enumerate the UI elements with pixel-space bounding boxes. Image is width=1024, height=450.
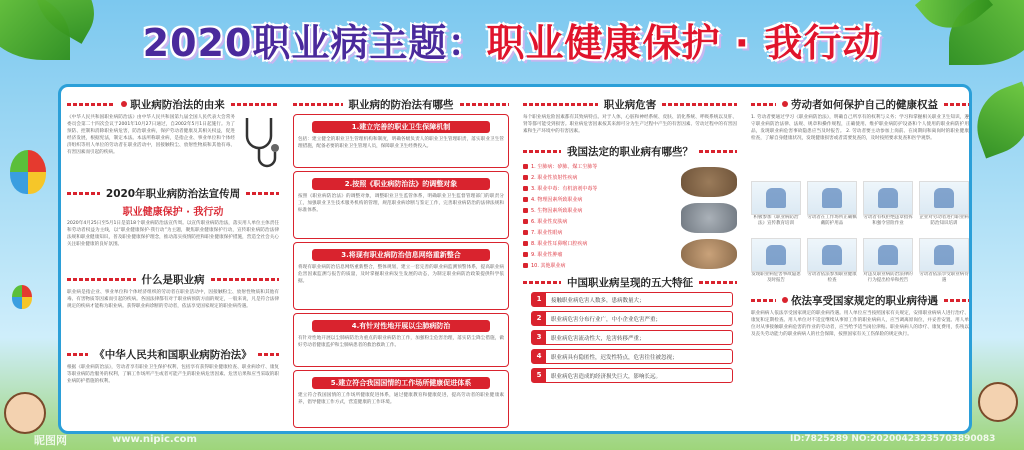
list-item: 6. 职业性皮肤病 [523,216,677,227]
paragraph: 职业病是指企业、事业单位和个体经济组织的劳动者在职业活动中，因接触粉尘、放射性物质和其他有毒、有害物质等因素而引起的疾病。各国法律都有对于职业病预防方面的规定，一般来说，凡是符合法律规定的疾病才能称为职业病。获得职业病诊断的劳动者，依法享受国家规定的职业病待遇。 [67,290,279,309]
worker-illustration-icon [807,181,857,215]
feature-item: 4 职业病具有隐匿性，迟发性特点，危害往往被忽视； [531,349,733,364]
method-box: 3.将现有职业病防治信息网络重新整合 将现有职业病防治信息网络重新整合，整体规划，建立一套完善的职业病监测预警体系，提高职业病危害因素监测与报告的质量，及时掌握职业病发生发展的动态，为制定职业病防治政策提供科学依据。 [293,242,509,310]
bullet-icon [523,263,528,268]
illustration-card: 企业对劳动者进行职业病防治知识培训 [919,181,969,234]
worker-illustration-icon [751,238,801,272]
bullet-icon [523,252,528,257]
list-item: 4. 物理因素所致职业病 [523,194,677,205]
paragraph: 根据《职业病防治法》，劳动者享有职业卫生保护权利，包括享有获得职业健康检查、职业病诊疗、康复等职业病防治服务的权利，了解工作场所产生或者可能产生的职业病危害因素、危害后果和应当采取的职业病防护措施的权利。 [67,365,279,384]
section-header: 《中华人民共和国职业病防治法》 [67,347,279,361]
worker-illustration-icon [807,238,857,272]
list-item: 1. 尘肺病：矽肺、煤工尘肺等 [523,161,677,172]
illustration-card: 劳动者有权拒绝违章指挥和强令冒险作业 [863,181,913,234]
bullet-icon [523,219,528,224]
balloon-icon [10,150,46,194]
bullet-icon [523,230,528,235]
watermark-url: www.nipic.com [112,434,197,445]
doctor-mascot-icon [978,382,1018,422]
watermark-logo: 昵图网 [34,434,67,447]
paragraph: 2020年4月25日至5月1日是第18个职业病防治法宣传周。以宣传职业病防治法，落实用人单位主体责任和劳动者权益为主线，以“职业健康保护·我行动”为主题，聚焦职业健康保护行动，宣传职业病防治法律法规和职业健康知识，普及职业健康保护理念，推动落实疫情防控和职业健康保护措施，营造全社会关心关注职业健康的良好氛围。 [67,221,279,247]
bullet-icon [523,197,528,202]
illustrations [681,161,737,271]
hand-icon [681,239,737,269]
stethoscope-icon [239,114,279,174]
feature-item: 1 接触职业病危害人数多，患病数量大； [531,292,733,307]
list-item: 10. 其他职业病 [523,260,677,271]
title-main: 职业病主题： [252,21,487,65]
balloon-icon [12,285,32,309]
list-item: 2. 职业性放射性疾病 [523,172,677,183]
page-title [0,12,1024,67]
bullet-icon [523,241,528,246]
bullet-icon [523,164,528,169]
feature-item: 2 职业病危害分布行业广，中小企业危害严重； [531,311,733,326]
section-header: 劳动者如何保护自己的健康权益 [751,97,969,111]
list-item: 5. 生物因素所致职业病 [523,205,677,216]
disease-list [523,161,677,271]
illustration-card: 劳动者依法享受职业病待遇 [919,238,969,291]
bullet-icon [782,297,788,303]
content-board [58,84,972,434]
section-header: 职业病危害 [523,97,737,111]
bullet-icon [523,208,528,213]
worker-illustration-icon [751,181,801,215]
paragraph: 1. 劳动者要通过学习《职业病防治法》，明确自己所享有的权利与义务；学习和掌握相关职业卫生知识，遵守职业病防治法律、法规、规章和操作规程，正确使用、维护职业病防护设备和个人使用的职业病防护用品，发现职业病危害事故隐患应当及时报告。 2. 劳动者要主动参加上岗前、在岗期间和离岗时的职业健康检查，了解自身健康状况，发现健康损害或者需要复查的，及时按照要求复查和医学观察。 [751,115,969,141]
lungs-icon [681,167,737,197]
column-4 [751,95,969,425]
paragraph: 职业病病人依法享受国家规定的职业病待遇。用人单位应当按照国家有关规定，安排职业病病人进行治疗、康复和定期检查。用人单位对不适宜继续从事原工作的职业病病人，应当调离原岗位，并妥善安置。用人单位对从事接触职业病危害的作业的劳动者，应当给予适当岗位津贴。职业病病人的诊疗、康复费用，伤残以及丧失劳动能力的职业病病人的社会保障，按照国家有关工伤保险的规定执行。 [751,311,969,337]
worker-illustration-icon [919,181,969,215]
column-1 [67,95,279,425]
feature-item: 3 职业病危害流动性大，危害转移严重； [531,330,733,345]
illustration-grid [751,181,969,291]
dust-icon [681,203,737,233]
section-header: 中国职业病呈现的五大特征 [523,275,737,289]
column-2 [293,95,509,425]
illustration-card: 对违反职业病防治法律的行为提出检举和控告 [863,238,913,291]
feature-item: 5 职业病危害造成的经济损失巨大，影响长远。 [531,368,733,383]
section-header: 依法享受国家规定的职业病待遇 [751,293,969,307]
paragraph: 《中华人民共和国职业病防治法》由中华人民共和国第九届全国人民代表大会常务委员会第二十四次会议于2001年10月27日通过，自2002年5月1日起施行。为了预防、控制和消除职业病危害，防治职业病，保护劳动者健康及其相关权益，促进经济发展，根据宪法，制定本法。本法所称职业病，是指企业、事业单位和个体经济组织等用人单位的劳动者在职业活动中，因接触粉尘、放射性物质和其他有毒、有害因素而引起的疾病。 [67,115,235,155]
method-box: 2.按照《职业病防治法》的调整对象 按照《职业病防治法》的调整对象，调整职业卫生监管体系，明确职业卫生监督管理部门的职责分工，加强职业卫生技术服务机构的管理，规范职业病诊断与鉴定工作，完善职业病防治的法律法规和标准体系。 [293,171,509,239]
bullet-icon [523,175,528,180]
method-box: 5.建立符合我国国情的工作场所健康促进体系 建立符合我国国情的工作场所健康促进体系，通过健康教育和健康促进，提高劳动者的职业健康素养，倡导健康工作方式，营造健康的工作环境。 [293,370,509,428]
section-header: 职业病的防治法有哪些 [293,97,509,111]
paragraph: 每个职业病危险因素都有其致病特点。对于人体，心脏和神经系统、皮肤、消化系统、呼吸系统以及肝、肾等都可能受到损害。职业病危害因素按其来源可分为生产过程中产生的有害因素、劳动过程中的有害因素和生产环境中的有害因素。 [523,115,737,134]
title-accent: 职业健康保护 · 我行动 [486,21,882,65]
bullet-icon [121,101,127,107]
section-header: 什么是职业病 [67,272,279,286]
leaf-decoration [966,82,1024,159]
column-3 [523,95,737,425]
list-item: 3. 职业中毒：有机溶剂中毒等 [523,183,677,194]
illustration-card: 积极参加《职业病防治法》宣传教育培训 [751,181,801,234]
illustration-card: 劳动者在工作场所正确佩戴防护用品 [807,181,857,234]
method-box: 4.有针对性地开展以尘肺病防治 有针对性地开展以尘肺病防治为重点的职业病防治工作，加强粉尘危害治理，落实防尘降尘措施，做好劳动者健康监护和尘肺病患者的救治救助工作。 [293,313,509,367]
watermark-id: ID:7825289 NO:20200423235703890083 [790,434,996,444]
slogan: 职业健康保护 · 我行动 [122,207,224,218]
bullet-icon [782,101,788,107]
section-header: 我国法定的职业病有哪些？ [523,144,737,158]
list-item: 9. 职业性肿瘤 [523,249,677,260]
doctor-mascot-icon [4,392,46,434]
section-header: 职业病防治法的由来 [67,97,279,111]
section-header: 2020年职业病防治法宣传周 [67,186,279,200]
illustration-card: 劳动者依法参加职业健康检查 [807,238,857,291]
worker-illustration-icon [863,238,913,272]
illustration-card: 发现职业病危害事故隐患及时报告 [751,238,801,291]
list-item: 7. 职业性眼病 [523,227,677,238]
list-item: 8. 职业性耳鼻喉口腔疾病 [523,238,677,249]
bullet-icon [523,186,528,191]
title-year: 2020 [142,21,253,65]
worker-illustration-icon [919,238,969,272]
method-box: 1.建立完善的职业卫生保障机制 包括：建立健全的职业卫生管理机构和制度，明确各级负责人的职业卫生管理职责，落实职业卫生管理措施，配备必要的职业卫生管理人员，保障职业卫生经费投入。 [293,114,509,168]
worker-illustration-icon [863,181,913,215]
